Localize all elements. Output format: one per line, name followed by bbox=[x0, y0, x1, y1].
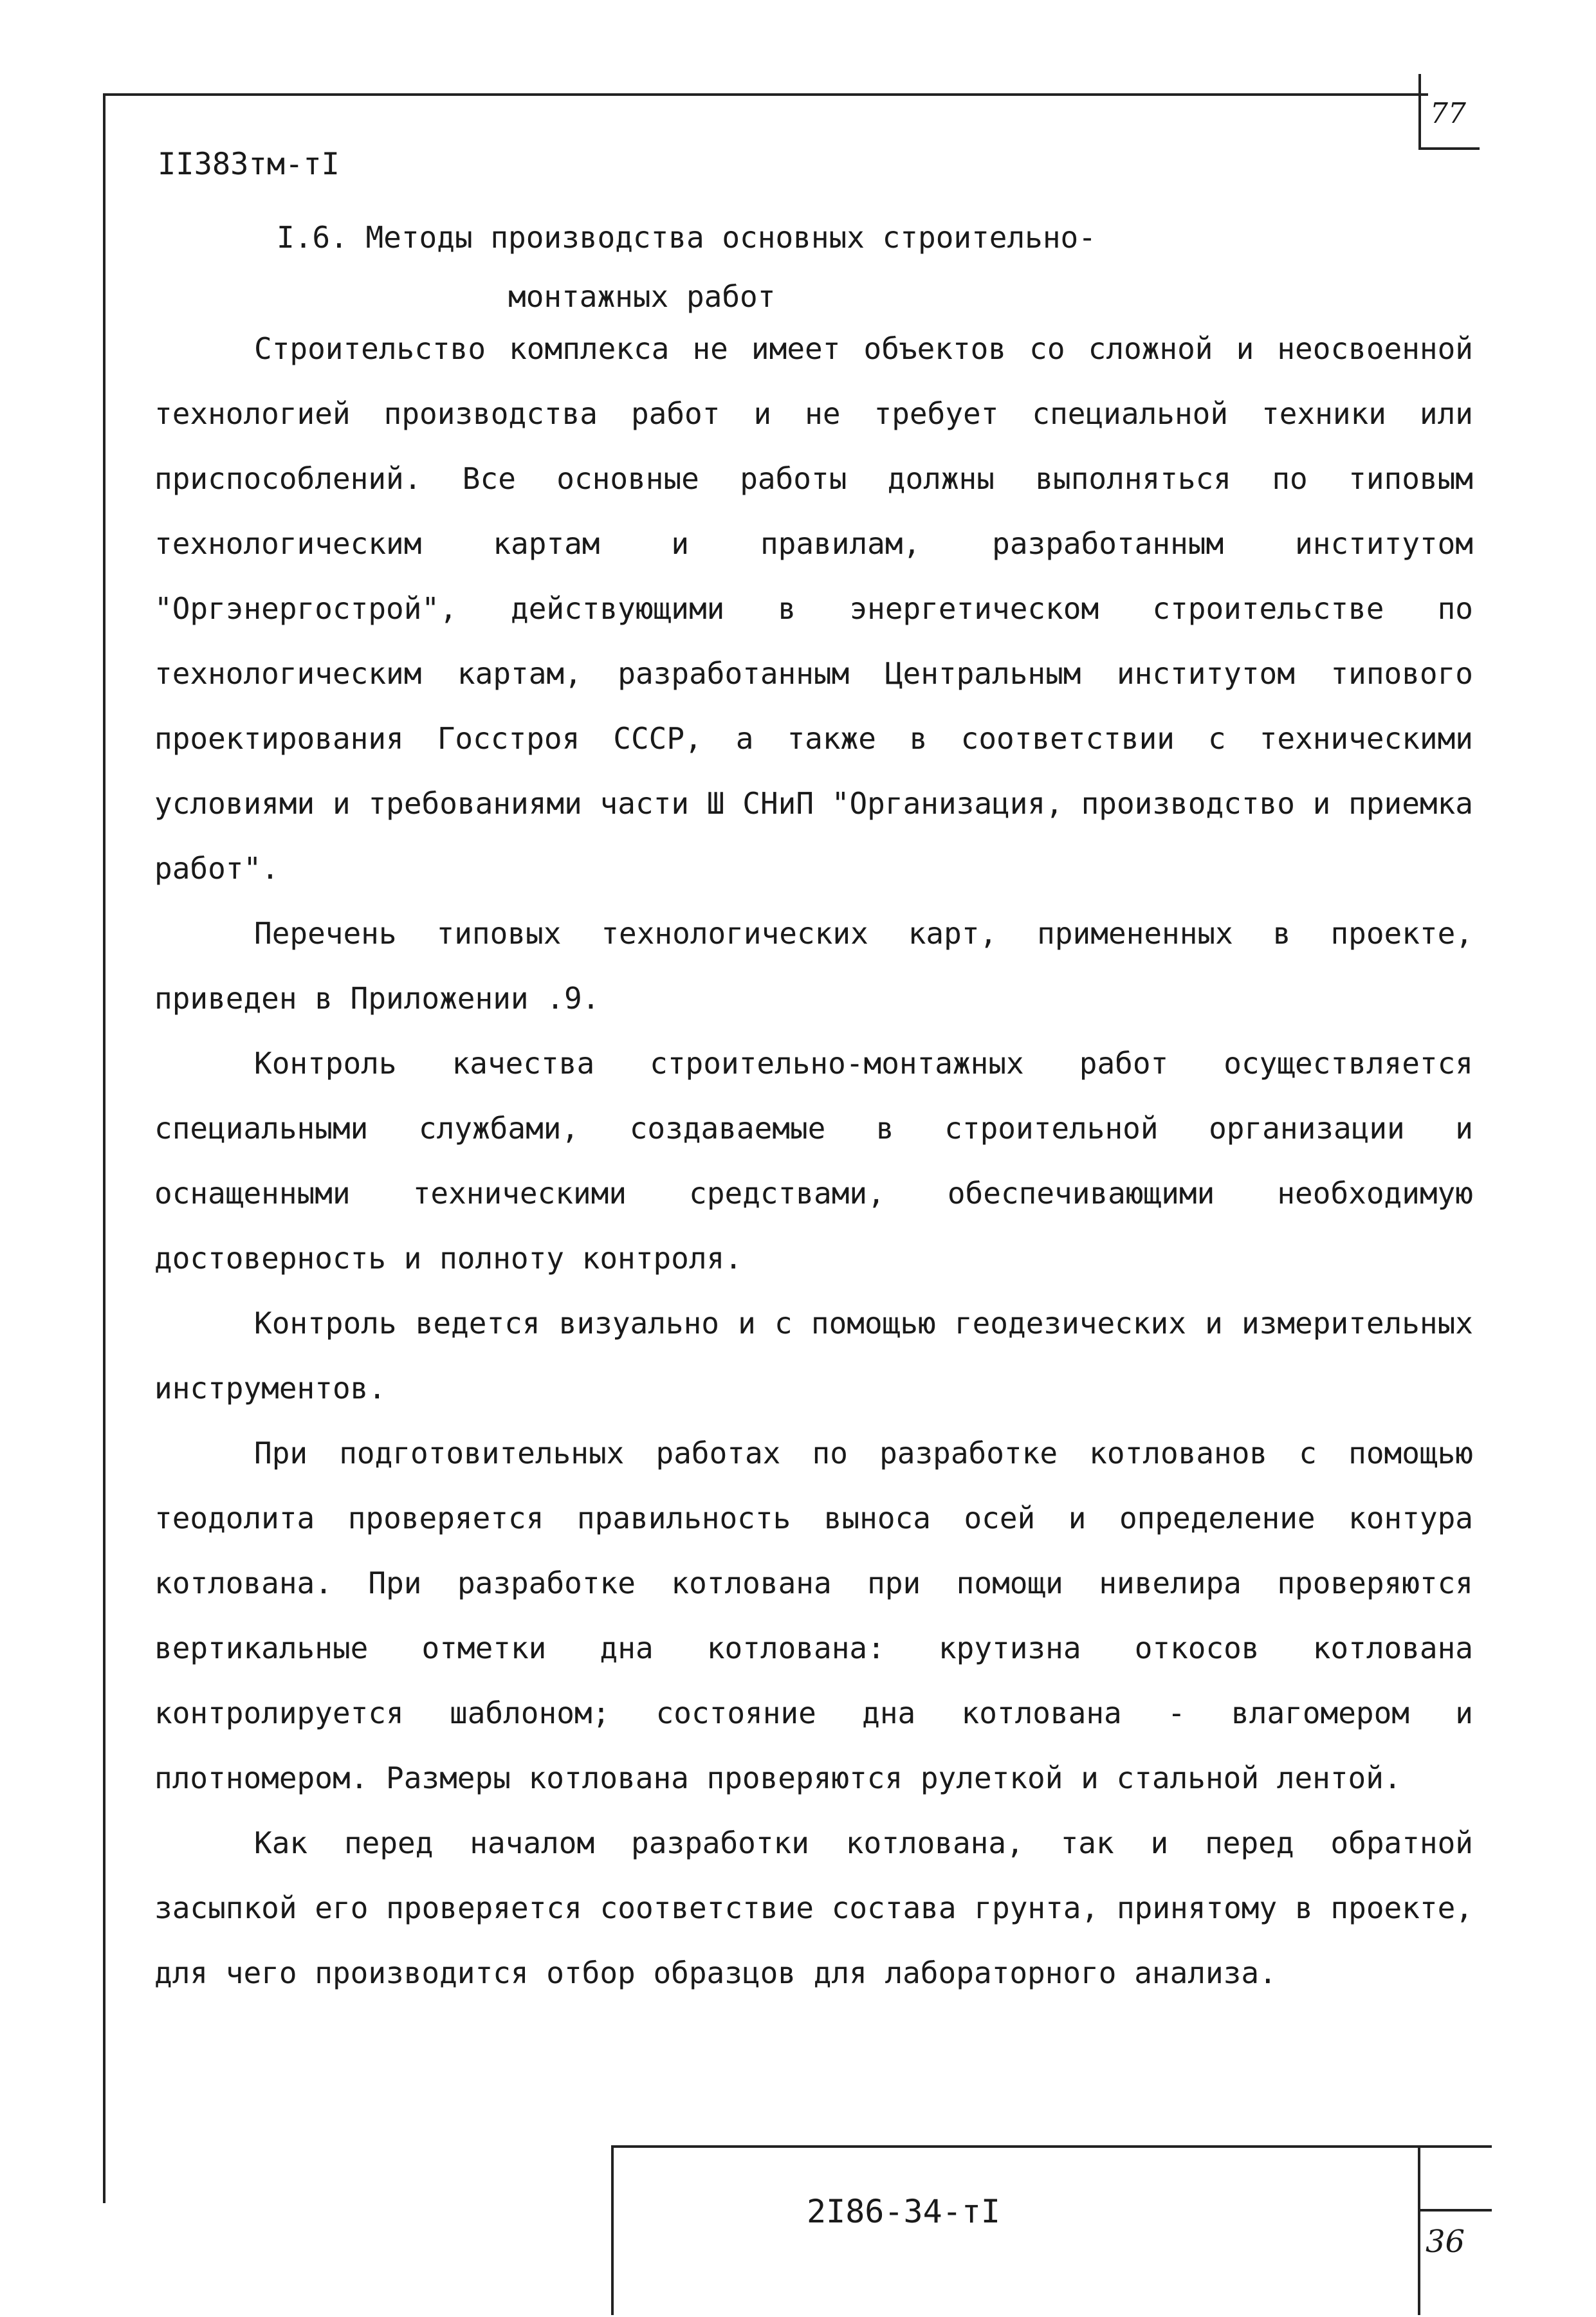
paragraph-excavation-checks: При подготовительных работах по разработке котлованов с помощью теодолита проверяется правильность выноса осей и определение контура котлована. При разработке котлована при помощи нивелира проверяются вертикальные отметки дна котлована: крутизна откосов котлована контролируется шаблоном; состояние дна котлована - влагомером и плотномером. Размеры котлована проверяются рулеткой и стальной лентой. bbox=[154, 1436, 1473, 1795]
paragraph-control-methods: Контроль ведется визуально и с помощью геодезических и измерительных инструментов. bbox=[154, 1306, 1473, 1406]
section-title-line-1: I.6. Методы производства основных строительно- bbox=[277, 220, 1096, 255]
body-text bbox=[154, 316, 1473, 2006]
stamp-divider bbox=[1418, 2148, 1420, 2315]
paragraph-soil-sampling: Как перед началом разработки котлована, так и перед обратной засыпкой его проверяется соответствие состава грунта, принятому в проекте, для чего производится отбор образцов для лабораторного анализа. bbox=[154, 1826, 1473, 1990]
stamp-page-line bbox=[1418, 2209, 1492, 2212]
title-block-stamp bbox=[611, 2145, 1492, 2315]
document-code: II383тм-тI bbox=[158, 147, 340, 182]
paragraph-quality-control: Контроль качества строительно-монтажных работ осуществляется специальными службами, создаваемые в строительной организации и оснащенными техническими средствами, обеспечивающими необходимую достоверность и полноту контроля. bbox=[154, 1046, 1473, 1276]
section-heading bbox=[277, 208, 1370, 326]
paragraph-technological-cards: Перечень типовых технологических карт, примененных в проекте, приведен в Приложении .9. bbox=[154, 916, 1473, 1016]
stamp-document-code: 2I86-34-тI bbox=[807, 2193, 1001, 2230]
corner-page-number: 77 bbox=[1418, 74, 1480, 150]
frame-top-line bbox=[103, 93, 1428, 96]
section-title-line-2: монтажных работ bbox=[508, 279, 776, 314]
frame-left-line bbox=[103, 93, 105, 2203]
paragraph-construction-methods: Строительство комплекса не имеет объектов со сложной и неосвоенной технологией производства работ и не требует специальной техники или приспособлений. Все основные работы должны выполняться по типовым технологическим картам и правилам, разработанным институтом "Оргэнергострой", действующими в энергетическом строительстве по технологическим картам, разработанным Центральным институтом типового проектирования Госстроя СССР, а также в соответствии с техническими условиями и требованиями части Ш СНиП "Организация, производство и приемка работ". bbox=[154, 331, 1473, 886]
stamp-sheet-number: 36 bbox=[1426, 2224, 1465, 2260]
